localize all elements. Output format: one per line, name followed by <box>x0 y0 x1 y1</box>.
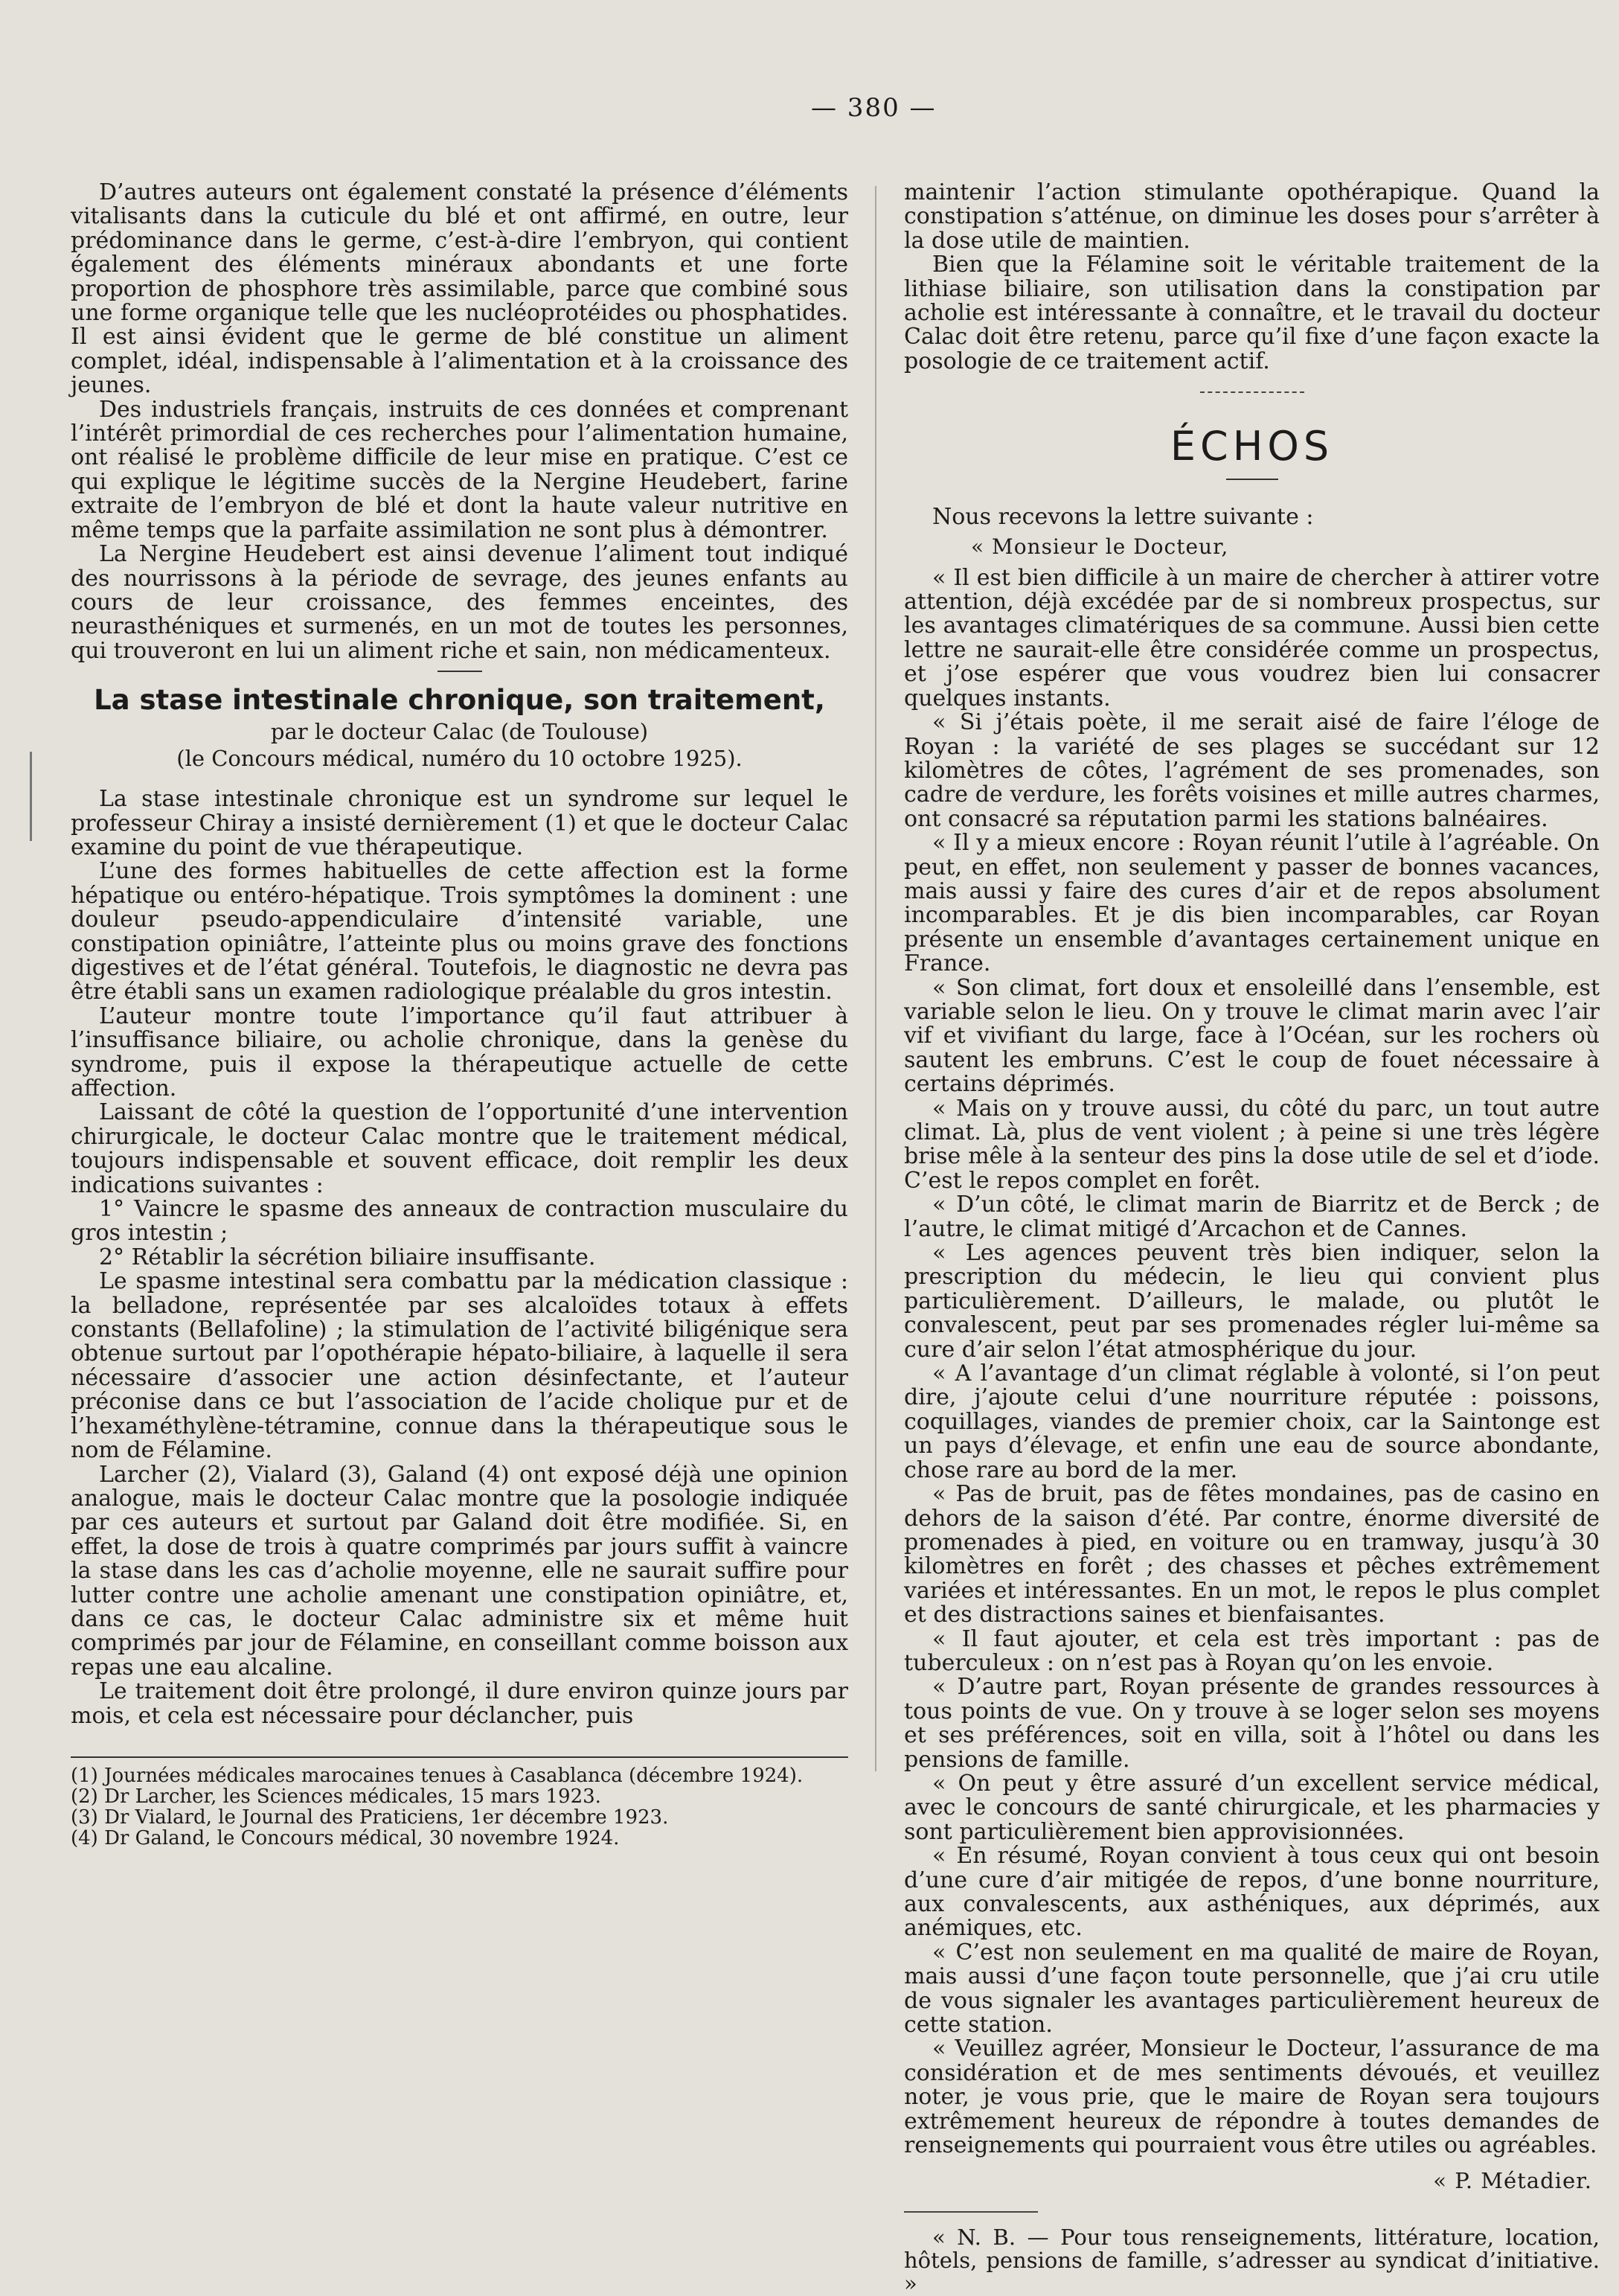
right-column <box>904 181 1600 2295</box>
continuation-paragraph: maintenir l’action stimulante opothérapique. Quand la constipation s’atténue, on diminue les doses pour s’arrêter à la dose utile de maintien. <box>904 179 1600 254</box>
section-separator <box>437 671 482 672</box>
footnote: (3) Dr Vialard, le Journal des Praticiens, 1er décembre 1923. <box>71 1806 669 1829</box>
letter-paragraph: « Il faut ajouter, et cela est très important : pas de tuberculeux : on n’est pas à Royan qu’on les envoie. <box>904 1625 1600 1676</box>
intro-paragraph: La Nergine Heudebert est ainsi devenue l’aliment tout indiqué des nourrissons à la période de sevrage, des jeunes enfants au cours de leur croissance, des femmes enceintes, des neurasthéniques et surmenés, en un mot de toutes les personnes, qui trouveront en lui un aliment riche et sain, non médicamenteux. <box>71 541 848 664</box>
letter-paragraph: « Si j’étais poète, il me serait aisé de faire l’éloge de Royan : la variété de ses plages se succédant sur 12 kilomètres de côtes, l’agrément de ses promenades, son cadre de verdure, les forêts voisines et mille autres charmes, ont consacré sa réputation parmi les stations balnéaires. <box>904 709 1600 832</box>
postscript-rule <box>904 2211 1038 2213</box>
letter-paragraph: « Mais on y trouve aussi, du côté du parc, un tout autre climat. Là, plus de vent violent ; à peine si une très légère brise mêle à la senteur des pins la dose utile de sel et d’iode. C’est le repos complet en forêt. <box>904 1095 1600 1194</box>
article-paragraph: Le spasme intestinal sera combattu par la médication classique : la belladone, représentée par ses alcaloïdes totaux à effets constants (Bellafoline) ; la stimulation de l’activité biligénique sera obtenue surtout par l’opothérapie hépato-biliaire, à laquelle il sera nécessaire d’associer une action désinfectante, et l’auteur préconise dans ce but l’association de l’acide cholique pur et de l’hexaméthylène-tétramine, connue dans la thérapeutique sous le nom de Félamine. <box>71 1268 848 1464</box>
footnote: (4) Dr Galand, le Concours médical, 30 novembre 1924. <box>71 1827 620 1849</box>
letter-paragraph: « C’est non seulement en ma qualité de maire de Royan, mais aussi d’une façon toute personnelle, que j’ai cru utile de vous signaler les avantages particulièrement heureux de cette station. <box>904 1939 1600 2038</box>
letter-paragraph: « En résumé, Royan convient à tous ceux qui ont besoin d’une cure d’air mitigée de repos, d’une bonne nourriture, aux convalescents, aux asthéniques, aux déprimés, aux anémiques, etc. <box>904 1843 1600 1942</box>
letter-paragraph: « On peut y être assuré d’un excellent service médical, avec le concours de santé chirurgicale, et les pharmacies y sont particulièrement bien approvisionnées. <box>904 1770 1600 1845</box>
continuation-paragraph: Bien que la Félamine soit le véritable traitement de la lithiase biliaire, son utilisation dans la constipation par acholie est intéressante à connaître, et le travail du docteur Calac doit être retenu, parce qu’il fixe d’une façon exacte la posologie de ce traitement actif. <box>904 252 1600 374</box>
left-column <box>71 181 848 1728</box>
article-source: (le Concours médical, numéro du 10 octobre 1925). <box>176 746 743 772</box>
article-paragraph: 2° Rétablir la sécrétion biliaire insuffisante. <box>99 1244 596 1270</box>
article-paragraph: L’une des formes habituelles de cette affection est la forme hépatique ou entéro-hépatique. Trois symptômes la dominent : une douleur pseudo-appendiculaire d’intensité variable, une constipation opiniâtre, l’atteinte plus ou moins grave des fonctions digestives et de l’état général. Toutefois, le diagnostic ne devra pas être établi sans un examen radiologique préalable du gros intestin. <box>71 858 848 1005</box>
echos-intro: Nous recevons la lettre suivante : <box>932 504 1314 531</box>
footnote: (1) Journées médicales marocaines tenues à Casablanca (décembre 1924). <box>71 1765 804 1787</box>
article-paragraph: La stase intestinale chronique est un syndrome sur lequel le professeur Chiray a insisté dernièrement (1) et que le docteur Calac examine du point de vue thérapeutique. <box>71 786 848 860</box>
letter-paragraph: « A l’avantage d’un climat réglable à volonté, si l’on peut dire, j’ajoute celui d’une nourriture réputée : poissons, coquillages, viandes de premier choix, car la Saintonge est un pays d’élevage, et enfin une eau de source abondante, chose rare au bord de la mer. <box>904 1360 1600 1483</box>
page-number: — 380 — <box>811 93 937 123</box>
article-paragraph: L’auteur montre toute l’importance qu’il faut attribuer à l’insuffisance biliaire, ou acholie chronique, dans la genèse du syndrome, puis il expose la thérapeutique actuelle de cette affection. <box>71 1002 848 1101</box>
article-paragraph: 1° Vaincre le spasme des anneaux de contraction musculaire du gros intestin ; <box>71 1196 848 1247</box>
margin-mark <box>30 752 32 841</box>
letter-salutation: « Monsieur le Docteur, <box>971 534 1229 559</box>
article-title: La stase intestinale chronique, son traitement, <box>94 684 825 717</box>
article-paragraph: Larcher (2), Vialard (3), Galand (4) ont exposé déjà une opinion analogue, mais le docteur Calac montre que la posologie indiquée par ces auteurs et surtout par Galand doit être modifiée. Si, en effet, la dose de trois à quatre comprimés par jours suffit à vaincre la stase dans les cas d’acholie moyenne, elle ne saurait suffire pour lutter contre une acholie amenant une constipation opiniâtre, et, dans ce cas, le docteur Calac administre six et même huit comprimés par jour de Félamine, en conseillant comme boisson aux repas une eau alcaline. <box>71 1461 848 1681</box>
echos-heading: ÉCHOS <box>1170 423 1334 470</box>
postscript: « N. B. — Pour tous renseignements, littérature, location, hôtels, pensions de famille, s’adresser au syndicat d’initiative. » <box>904 2225 1600 2296</box>
letter-paragraph: « D’autre part, Royan présente de grandes ressources à tous points de vue. On y trouve à se loger selon ses moyens et ses préférences, soit en villa, soit à l’hôtel ou dans les pensions de famille. <box>904 1674 1600 1773</box>
letter-paragraph: « Il y a mieux encore : Royan réunit l’utile à l’agréable. On peut, en effet, non seulement y passer de bonnes vacances, mais aussi y faire des cures d’air et de repos absolument incomparables. Et je dis bien incomparables, car Royan présente un ensemble d’avantages certainement unique en France. <box>904 830 1600 977</box>
heading-underline <box>1226 479 1278 480</box>
letter-paragraph: « Veuillez agréer, Monsieur le Docteur, l’assurance de ma considération et de mes sentiments dévoués, et veuillez noter, je vous prie, que le maire de Royan sera toujours extrêmement heureux de répondre à toutes demandes de renseignements qui pourraient vous être utiles ou agréables. <box>904 2036 1600 2159</box>
letter-paragraph: « Son climat, fort doux et ensoleillé dans l’ensemble, est variable selon le lieu. On y trouve le climat marin avec l’air vif et vivifiant du large, face à l’Océan, sur les rochers où sautent les embruns. C’est le coup de fouet nécessaire à certains déprimés. <box>904 974 1600 1098</box>
article-paragraph: Le traitement doit être prolongé, il dure environ quinze jours par mois, et cela est nécessaire pour déclancher, puis <box>71 1678 848 1729</box>
letter-paragraph: « D’un côté, le climat marin de Biarritz et de Berck ; de l’autre, le climat mitigé d’Arcachon et de Cannes. <box>904 1192 1600 1242</box>
letter-paragraph: « Les agences peuvent très bien indiquer, selon la prescription du médecin, le lieu qui convient plus particulièrement. D’ailleurs, le malade, ou plutôt le convalescent, peut par ses promenades régler lui-même sa cure d’air selon l’état atmosphérique du jour. <box>904 1240 1600 1363</box>
section-separator <box>1200 391 1304 393</box>
article-paragraph: Laissant de côté la question de l’opportunité d’une intervention chirurgicale, le docteur Calac montre que le traitement médical, toujours indispensable et souvent efficace, doit remplir les deux indications suivantes : <box>71 1099 848 1198</box>
letter-paragraph: « Pas de bruit, pas de fêtes mondaines, pas de casino en dehors de la saison d’été. Par contre, énorme diversité de promenades à pied, en voiture ou en tramway, jusqu’à 30 kilomètres en forêt ; des chasses et pêches extrêmement variées et intéressantes. En un mot, le repos le plus complet et des distractions saines et bienfaisantes. <box>904 1481 1600 1628</box>
intro-paragraph: Des industriels français, instruits de ces données et comprenant l’intérêt primordial de ces recherches pour l’alimentation humaine, ont réalisé le problème difficile de leur mise en pratique. C’est ce qui explique le légitime succès de la Nergine Heudebert, farine extraite de l’embryon de blé et dont la haute valeur nutritive en même temps que la parfaite assimilation ne sont plus à démontrer. <box>71 396 848 543</box>
column-divider <box>875 186 876 1771</box>
letter-paragraph: « Il est bien difficile à un maire de chercher à attirer votre attention, déjà excédée par de si nombreux prospectus, sur les avantages climatériques de sa commune. Aussi bien cette lettre ne saurait-elle être considérée comme un prospectus, et j’ose espérer que vous voudrez bien lui consacrer quelques instants. <box>904 564 1600 711</box>
intro-paragraph: D’autres auteurs ont également constaté la présence d’éléments vitalisants dans la cuticule du blé et ont affirmé, en outre, leur prédominance dans le germe, c’est-à-dire l’embryon, qui contient également des éléments minéraux abondants et une forte proportion de phosphore très assimilable, parce que combiné sous une forme organique telle que les nucléoprotéides ou phosphatides. Il est ainsi évident que le germe de blé constitue un aliment complet, idéal, indispensable à l’alimentation et à la croissance des jeunes. <box>71 179 848 399</box>
footnote: (2) Dr Larcher, les Sciences médicales, 15 mars 1923. <box>71 1785 601 1808</box>
footnotes <box>71 1756 848 1849</box>
letter-signature: « P. Métadier. <box>1433 2168 1592 2194</box>
article-byline: par le docteur Calac (de Toulouse) <box>270 719 649 745</box>
